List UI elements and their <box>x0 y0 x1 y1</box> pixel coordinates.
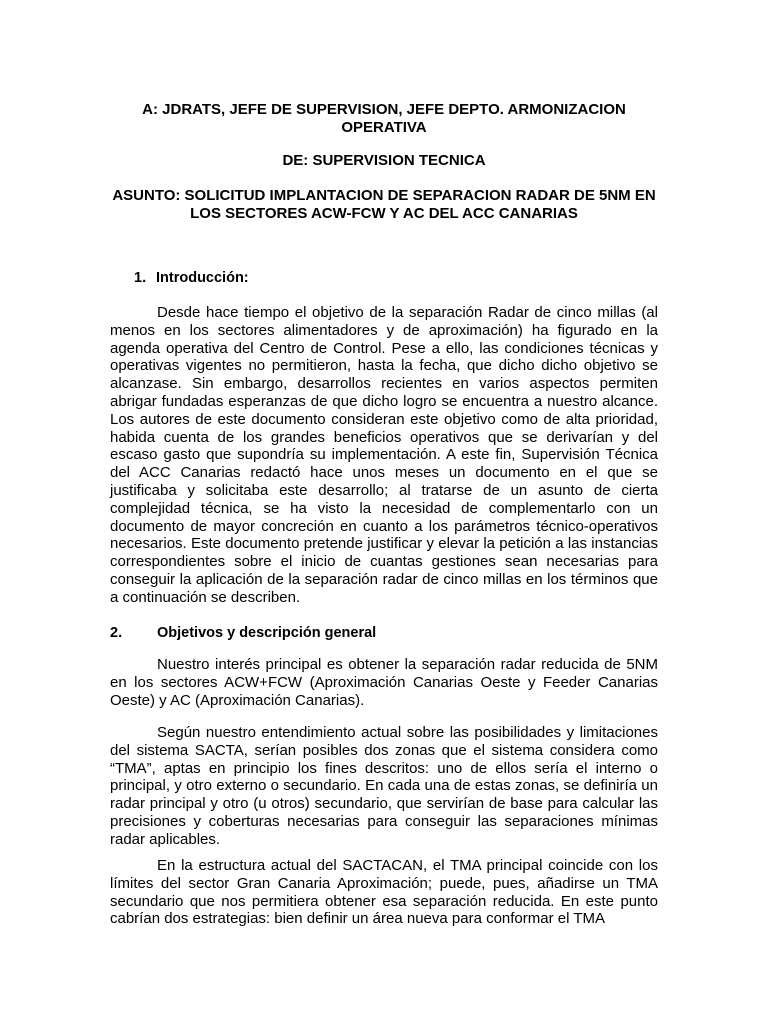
section-1-heading <box>134 269 249 287</box>
section-2-heading <box>110 624 376 642</box>
section-2-title: Objetivos y descripción general <box>157 625 377 641</box>
section-1-title: Introducción: <box>156 270 249 286</box>
memo-subject-line: ASUNTO: SOLICITUD IMPLANTACION DE SEPARACION RADAR DE 5NM EN LOS SECTORES ACW-FCW Y AC DEL ACC CANARIAS <box>112 187 656 222</box>
section-2-paragraph-1: Nuestro interés principal es obtener la separación radar reducida de 5NM en los sectores ACW+FCW (Aproximación Canarias Oeste y Feeder Canarias Oeste) y AC (Aproximación Canarias). <box>110 656 658 709</box>
section-1-paragraph-1: Desde hace tiempo el objetivo de la separación Radar de cinco millas (al menos en los sectores alimentadores y de aproximación) ha figurado en la agenda operativa del Centro de Control. Pese a ello, las condiciones técnicas y operativas vigentes no permitieron, hasta la fecha, que dicho dicho objetivo se alcanzase. Sin embargo, desarrollos recientes en varios aspectos permiten abrigar fundadas esperanzas de que dicho logro se encuentra a nuestro alcance. Los autores de este documento consideran este objetivo como de alta prioridad, habida cuenta de los grandes beneficios operativos que se derivarían y del escaso gasto que supondría su implementación. A este fin, Supervisión Técnica del ACC Canarias redactó hace unos meses un documento en el que se justificaba y solicitaba este desarrollo; al tratarse de un asunto de cierta complejidad técnica, se ha visto la necesidad de complementarlo con un documento de mayor concreción en cuanto a los parámetros técnico-operativos necesarios. Este documento pretende justificar y elevar la petición a las instancias correspondientes sobre el inicio de cuantas gestiones sean necesarias para conseguir la aplicación de la separación radar de cinco millas en los términos que a continuación se describen. <box>110 304 658 606</box>
section-1-number: 1. <box>134 270 147 286</box>
section-2-paragraph-3: En la estructura actual del SACTACAN, el TMA principal coincide con los límites del sector Gran Canaria Aproximación; puede, pues, añadirse un TMA secundario que nos permitiera obtener esa separación reducida. En este punto cabrían dos estrategias: bien definir un área nueva para conformar el TMA <box>110 857 658 928</box>
section-2-number: 2. <box>110 625 123 641</box>
memo-to-line: A: JDRATS, JEFE DE SUPERVISION, JEFE DEPTO. ARMONIZACION OPERATIVA <box>142 101 626 136</box>
section-2-paragraph-2: Según nuestro entendimiento actual sobre las posibilidades y limitaciones del sistema SACTA, serían posibles dos zonas que el sistema considera como “TMA”, aptas en principio los fines descritos: uno de ellos sería el interno o principal, y otro externo o secundario. En cada una de estas zonas, se definiría un radar principal y otro (u otros) secundario, que servirían de base para calcular las precisiones y coberturas necesarias para conseguir las separaciones mínimas radar aplicables. <box>110 724 658 848</box>
memo-from-line: DE: SUPERVISION TECNICA <box>282 152 486 169</box>
